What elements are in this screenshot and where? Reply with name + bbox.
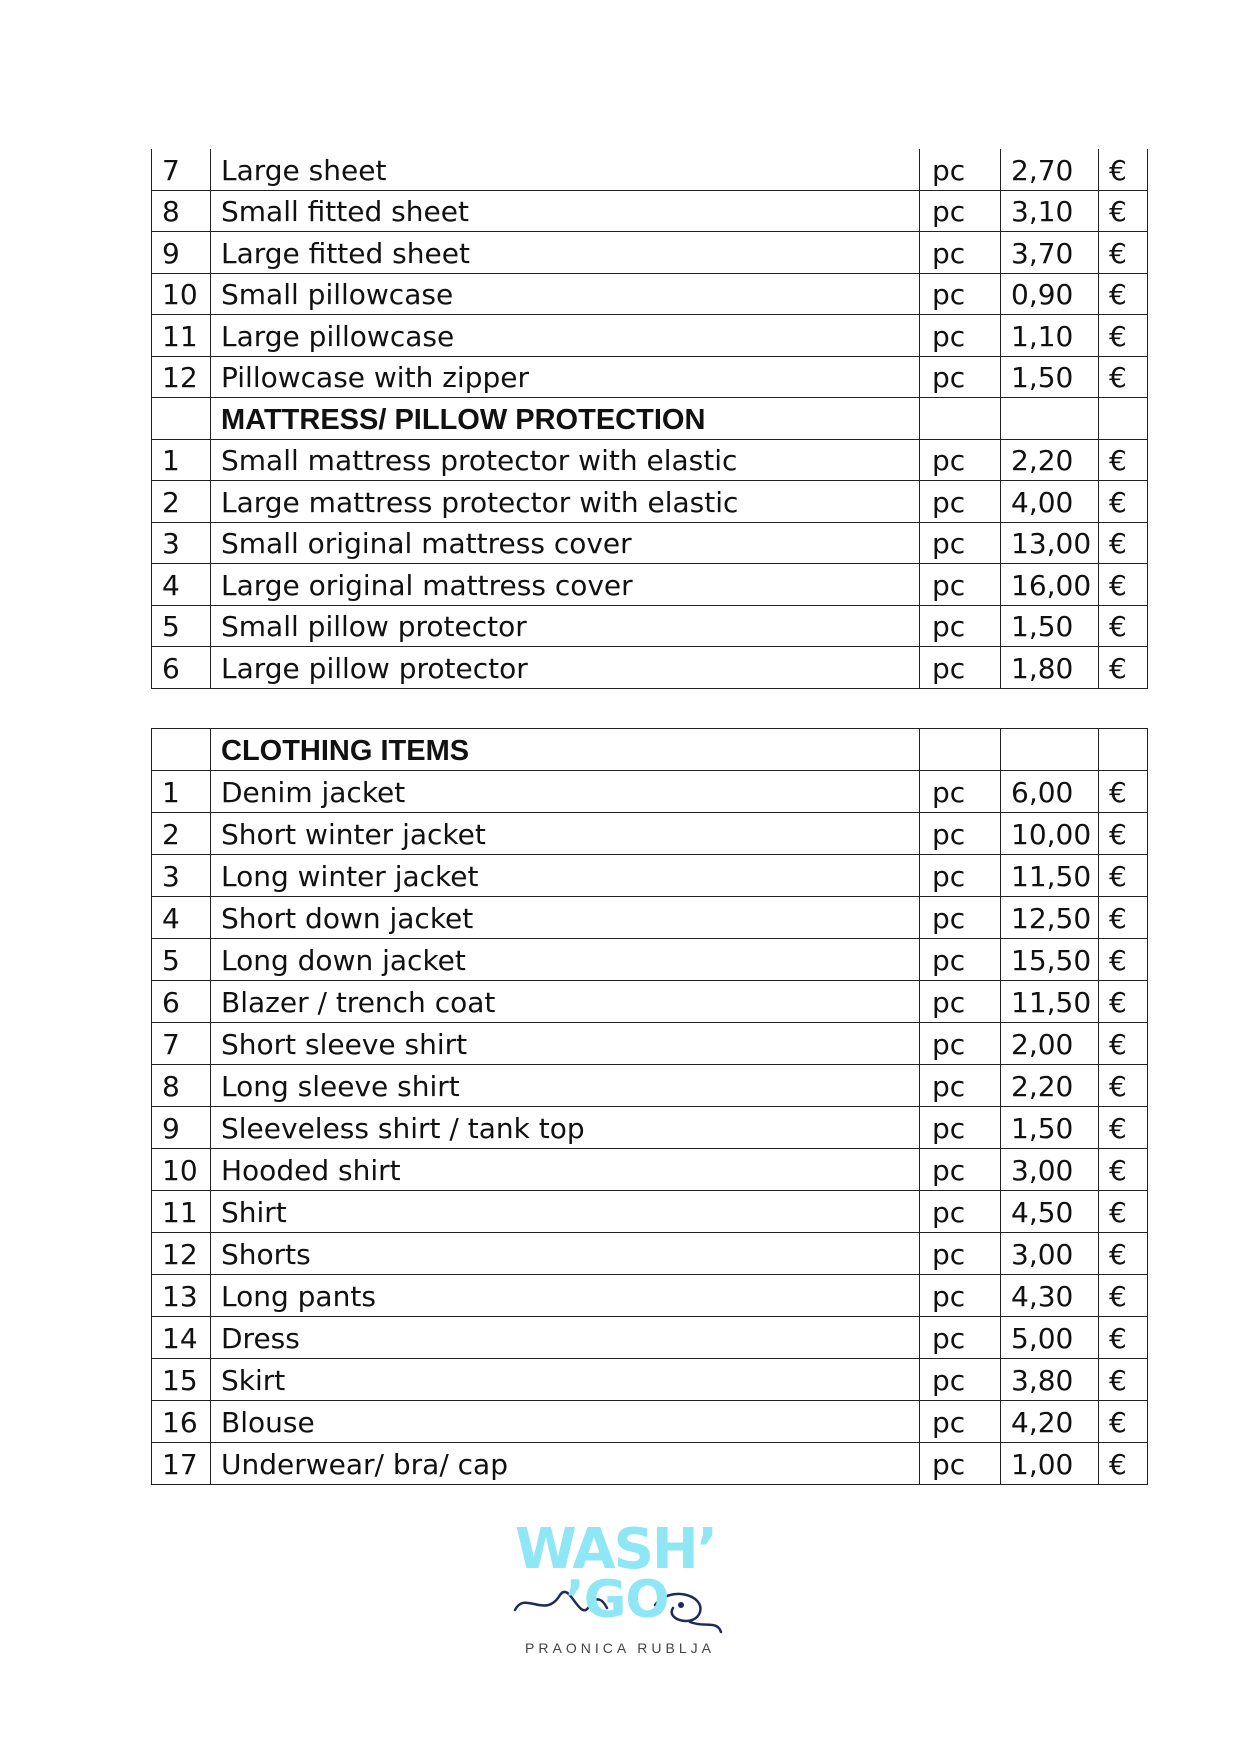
item-unit: pc xyxy=(920,897,1001,939)
item-number: 1 xyxy=(152,771,211,813)
logo-brand-line1: WASH’ xyxy=(515,1517,717,1582)
item-unit: pc xyxy=(920,605,1001,647)
currency-symbol: € xyxy=(1099,356,1148,398)
table-row xyxy=(152,1023,1148,1065)
item-unit: pc xyxy=(920,149,1001,190)
item-number: 12 xyxy=(152,356,211,398)
currency-symbol: € xyxy=(1099,1023,1148,1065)
item-number: 5 xyxy=(152,939,211,981)
table-row xyxy=(152,1443,1148,1485)
item-price: 10,00 xyxy=(1001,813,1099,855)
table-row xyxy=(152,981,1148,1023)
table-row xyxy=(152,1275,1148,1317)
item-number: 2 xyxy=(152,481,211,523)
currency-symbol: € xyxy=(1099,149,1148,190)
item-unit: pc xyxy=(920,1191,1001,1233)
item-name: Dress xyxy=(211,1317,920,1359)
item-number: 8 xyxy=(152,190,211,232)
table-row xyxy=(152,315,1148,357)
item-price xyxy=(1001,398,1099,440)
currency-symbol: € xyxy=(1099,897,1148,939)
item-price: 1,50 xyxy=(1001,1107,1099,1149)
item-unit xyxy=(920,729,1001,771)
item-price: 1,00 xyxy=(1001,1443,1099,1485)
item-price: 2,20 xyxy=(1001,1065,1099,1107)
item-unit: pc xyxy=(920,1275,1001,1317)
item-price: 1,80 xyxy=(1001,647,1099,689)
item-unit: pc xyxy=(920,273,1001,315)
item-number: 10 xyxy=(152,1149,211,1191)
item-unit: pc xyxy=(920,1023,1001,1065)
item-number: 16 xyxy=(152,1401,211,1443)
item-price: 4,00 xyxy=(1001,481,1099,523)
item-name: Small pillowcase xyxy=(211,273,920,315)
currency-symbol: € xyxy=(1099,855,1148,897)
item-price: 3,00 xyxy=(1001,1233,1099,1275)
item-unit: pc xyxy=(920,1359,1001,1401)
item-number: 3 xyxy=(152,855,211,897)
item-name: Pillowcase with zipper xyxy=(211,356,920,398)
item-name: Large mattress protector with elastic xyxy=(211,481,920,523)
item-number: 14 xyxy=(152,1317,211,1359)
table-row xyxy=(152,232,1148,274)
currency-symbol: € xyxy=(1099,981,1148,1023)
item-number: 13 xyxy=(152,1275,211,1317)
currency-symbol: € xyxy=(1099,939,1148,981)
item-name: Long winter jacket xyxy=(211,855,920,897)
item-name: Small mattress protector with elastic xyxy=(211,439,920,481)
item-unit: pc xyxy=(920,1065,1001,1107)
item-number: 7 xyxy=(152,149,211,190)
item-price: 3,70 xyxy=(1001,232,1099,274)
item-number xyxy=(152,729,211,771)
table-row xyxy=(152,1065,1148,1107)
table-row xyxy=(152,481,1148,523)
currency-symbol: € xyxy=(1099,564,1148,606)
item-unit: pc xyxy=(920,1317,1001,1359)
price-table-clothing xyxy=(151,728,1148,1485)
currency-symbol: € xyxy=(1099,1317,1148,1359)
table-row xyxy=(152,647,1148,689)
table-row xyxy=(152,149,1148,190)
logo-brand-line2: ’GO xyxy=(565,1570,669,1630)
item-price: 4,30 xyxy=(1001,1275,1099,1317)
item-name: Short down jacket xyxy=(211,897,920,939)
item-number: 8 xyxy=(152,1065,211,1107)
item-name: Blazer / trench coat xyxy=(211,981,920,1023)
item-number: 12 xyxy=(152,1233,211,1275)
currency-symbol: € xyxy=(1099,439,1148,481)
table-row xyxy=(152,1359,1148,1401)
item-unit: pc xyxy=(920,522,1001,564)
item-price: 2,00 xyxy=(1001,1023,1099,1065)
currency-symbol: € xyxy=(1099,1401,1148,1443)
table-row xyxy=(152,939,1148,981)
item-number: 15 xyxy=(152,1359,211,1401)
table-row xyxy=(152,813,1148,855)
item-name: Small pillow protector xyxy=(211,605,920,647)
table-row xyxy=(152,897,1148,939)
item-unit: pc xyxy=(920,356,1001,398)
item-price: 0,90 xyxy=(1001,273,1099,315)
item-unit: pc xyxy=(920,771,1001,813)
item-name: Small fitted sheet xyxy=(211,190,920,232)
table-row xyxy=(152,1401,1148,1443)
item-name: Blouse xyxy=(211,1401,920,1443)
item-price: 3,80 xyxy=(1001,1359,1099,1401)
table-row xyxy=(152,605,1148,647)
item-price: 4,50 xyxy=(1001,1191,1099,1233)
item-name: Shorts xyxy=(211,1233,920,1275)
currency-symbol: € xyxy=(1099,1149,1148,1191)
table-row xyxy=(152,771,1148,813)
item-unit: pc xyxy=(920,855,1001,897)
item-number: 6 xyxy=(152,981,211,1023)
logo-tagline: PRAONICA RUBLJA xyxy=(525,1640,715,1656)
item-price: 1,50 xyxy=(1001,605,1099,647)
item-unit: pc xyxy=(920,1149,1001,1191)
item-name: Large original mattress cover xyxy=(211,564,920,606)
currency-symbol xyxy=(1099,729,1148,771)
item-name: Long down jacket xyxy=(211,939,920,981)
item-unit: pc xyxy=(920,232,1001,274)
table-row xyxy=(152,564,1148,606)
currency-symbol: € xyxy=(1099,315,1148,357)
item-price: 13,00 xyxy=(1001,522,1099,564)
table-row xyxy=(152,1233,1148,1275)
item-unit: pc xyxy=(920,939,1001,981)
item-number: 7 xyxy=(152,1023,211,1065)
item-unit: pc xyxy=(920,981,1001,1023)
item-price xyxy=(1001,729,1099,771)
item-unit: pc xyxy=(920,1107,1001,1149)
item-name: Large sheet xyxy=(211,149,920,190)
item-number: 10 xyxy=(152,273,211,315)
section-header-row xyxy=(152,398,1148,440)
item-price: 2,20 xyxy=(1001,439,1099,481)
currency-symbol: € xyxy=(1099,647,1148,689)
item-number: 11 xyxy=(152,315,211,357)
item-name: Large pillow protector xyxy=(211,647,920,689)
currency-symbol: € xyxy=(1099,481,1148,523)
currency-symbol: € xyxy=(1099,1065,1148,1107)
item-name: Large pillowcase xyxy=(211,315,920,357)
currency-symbol: € xyxy=(1099,1443,1148,1485)
item-unit: pc xyxy=(920,439,1001,481)
item-number: 11 xyxy=(152,1191,211,1233)
item-price: 15,50 xyxy=(1001,939,1099,981)
item-name: Shirt xyxy=(211,1191,920,1233)
item-number: 9 xyxy=(152,232,211,274)
item-number: 17 xyxy=(152,1443,211,1485)
item-unit: pc xyxy=(920,813,1001,855)
table-row xyxy=(152,190,1148,232)
item-price: 6,00 xyxy=(1001,771,1099,813)
item-price: 11,50 xyxy=(1001,981,1099,1023)
item-number: 5 xyxy=(152,605,211,647)
washngo-logo xyxy=(505,1517,735,1660)
table-row xyxy=(152,273,1148,315)
item-name: Long pants xyxy=(211,1275,920,1317)
item-price: 2,70 xyxy=(1001,149,1099,190)
table-row xyxy=(152,855,1148,897)
item-unit: pc xyxy=(920,1443,1001,1485)
item-name: Hooded shirt xyxy=(211,1149,920,1191)
item-name: Long sleeve shirt xyxy=(211,1065,920,1107)
table-row xyxy=(152,1191,1148,1233)
item-unit: pc xyxy=(920,481,1001,523)
item-number: 3 xyxy=(152,522,211,564)
item-number: 1 xyxy=(152,439,211,481)
table-row xyxy=(152,356,1148,398)
section-title: CLOTHING ITEMS xyxy=(211,729,920,771)
item-name: Short sleeve shirt xyxy=(211,1023,920,1065)
item-price: 1,50 xyxy=(1001,356,1099,398)
item-unit: pc xyxy=(920,190,1001,232)
item-number: 6 xyxy=(152,647,211,689)
currency-symbol: € xyxy=(1099,273,1148,315)
item-unit: pc xyxy=(920,315,1001,357)
currency-symbol xyxy=(1099,398,1148,440)
currency-symbol: € xyxy=(1099,813,1148,855)
item-unit: pc xyxy=(920,1401,1001,1443)
item-name: Skirt xyxy=(211,1359,920,1401)
item-price: 3,00 xyxy=(1001,1149,1099,1191)
table-row xyxy=(152,439,1148,481)
currency-symbol: € xyxy=(1099,605,1148,647)
item-price: 3,10 xyxy=(1001,190,1099,232)
item-unit: pc xyxy=(920,564,1001,606)
item-price: 4,20 xyxy=(1001,1401,1099,1443)
section-header-row xyxy=(152,729,1148,771)
item-number: 2 xyxy=(152,813,211,855)
currency-symbol: € xyxy=(1099,1275,1148,1317)
item-unit: pc xyxy=(920,647,1001,689)
item-name: Underwear/ bra/ cap xyxy=(211,1443,920,1485)
currency-symbol: € xyxy=(1099,1107,1148,1149)
price-table-bedding xyxy=(151,149,1148,689)
table-row xyxy=(152,1149,1148,1191)
item-name: Sleeveless shirt / tank top xyxy=(211,1107,920,1149)
item-price: 5,00 xyxy=(1001,1317,1099,1359)
currency-symbol: € xyxy=(1099,522,1148,564)
item-name: Denim jacket xyxy=(211,771,920,813)
item-name: Short winter jacket xyxy=(211,813,920,855)
item-name: Small original mattress cover xyxy=(211,522,920,564)
item-price: 11,50 xyxy=(1001,855,1099,897)
item-name: Large fitted sheet xyxy=(211,232,920,274)
currency-symbol: € xyxy=(1099,232,1148,274)
table-row xyxy=(152,1317,1148,1359)
item-unit: pc xyxy=(920,1233,1001,1275)
currency-symbol: € xyxy=(1099,1191,1148,1233)
section-title: MATTRESS/ PILLOW PROTECTION xyxy=(211,398,920,440)
currency-symbol: € xyxy=(1099,190,1148,232)
table-row xyxy=(152,522,1148,564)
table-row xyxy=(152,1107,1148,1149)
item-unit xyxy=(920,398,1001,440)
item-price: 1,10 xyxy=(1001,315,1099,357)
item-number: 4 xyxy=(152,897,211,939)
item-number: 4 xyxy=(152,564,211,606)
item-price: 16,00 xyxy=(1001,564,1099,606)
item-number xyxy=(152,398,211,440)
currency-symbol: € xyxy=(1099,1359,1148,1401)
item-price: 12,50 xyxy=(1001,897,1099,939)
item-number: 9 xyxy=(152,1107,211,1149)
currency-symbol: € xyxy=(1099,771,1148,813)
currency-symbol: € xyxy=(1099,1233,1148,1275)
